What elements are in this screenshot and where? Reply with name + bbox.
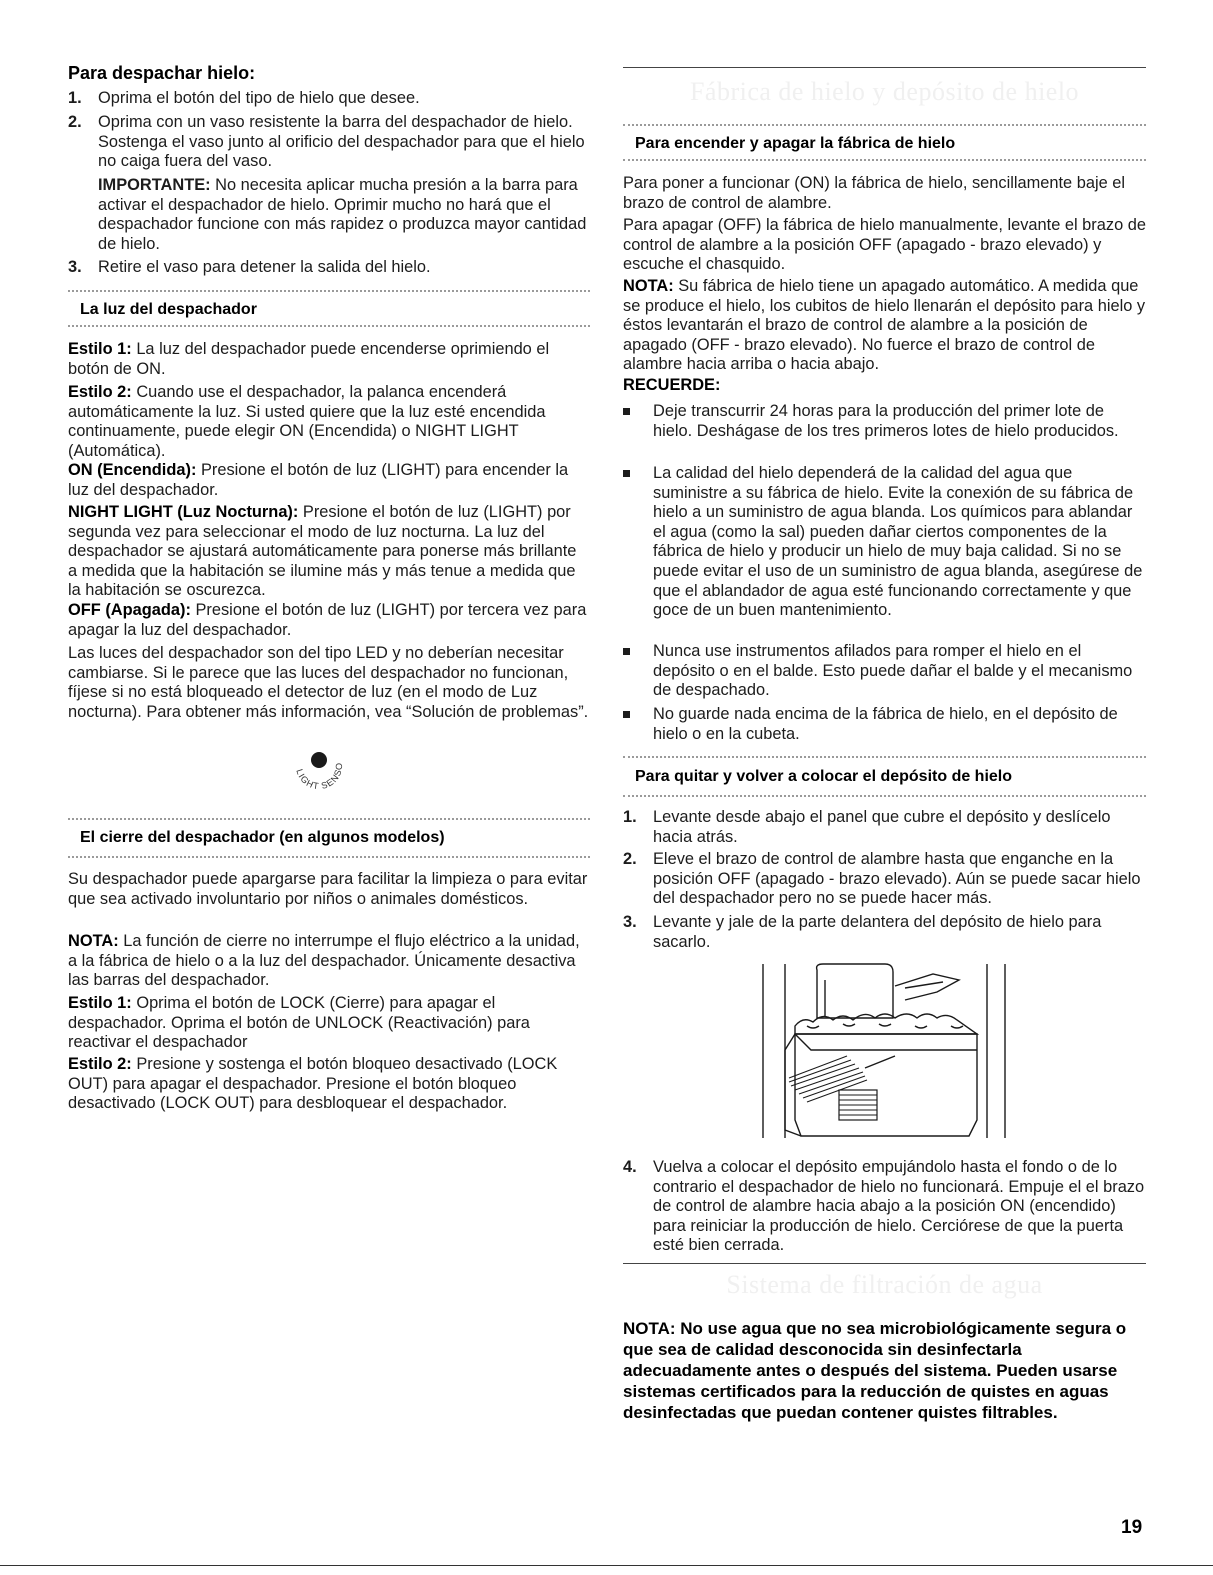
page-number: 19 <box>1121 1517 1143 1538</box>
list-item <box>68 258 590 278</box>
label: ON (Encendida): <box>68 461 197 479</box>
bullet-icon <box>623 648 630 655</box>
bullet-text: Deje transcurrir 24 horas para la producción del primer lote de hielo. Deshágase de los tres primeros lotes de hielo producidos. <box>653 402 1119 440</box>
text: La luz del despachador puede encenderse oprimiendo el botón de ON. <box>68 340 550 378</box>
paragraph <box>68 601 590 640</box>
paragraph <box>68 932 590 991</box>
paragraph: Para apagar (OFF) la fábrica de hielo manualmente, levante el brazo de control de alambre a la posición OFF (apagado - brazo elevado) y escuche el chasquido. <box>623 216 1146 274</box>
text: Presione y sostenga el botón bloqueo desactivado (LOCK OUT) para apagar el despachador. Presione el botón bloqueo desactivado (LOCK OUT) para desbloquear el despachador. <box>68 1055 558 1113</box>
bullet-text: Nunca use instrumentos afilados para romper el hielo en el depósito o en el balde. Esto puede dañar el balde y el mecanismo de despachado. <box>653 642 1133 700</box>
dispense-ice-heading: Para despachar hielo: <box>68 63 256 83</box>
list-item <box>623 642 1146 701</box>
filter-section-title: Sistema de filtración de agua <box>726 1270 1043 1299</box>
onoff-heading: Para encender y apagar la fábrica de hielo <box>635 135 956 152</box>
section-divider <box>623 795 1146 797</box>
important-label: IMPORTANTE: <box>98 176 211 194</box>
text: Su fábrica de hielo tiene un apagado automático. A medida que se produce el hielo, los cubitos de hielo llenarán el depósito para hielo y éstos levantarán el brazo de control de alambre a la posición de apagado (OFF - brazo elevado). No fuerce el brazo de control de alambre hacia arriba o hacia abajo. <box>623 277 1146 374</box>
label: NOTA: <box>623 277 674 295</box>
text: Presione el botón de luz (LIGHT) para encender la luz del despachador. <box>68 461 569 499</box>
paragraph <box>68 994 590 1053</box>
label: OFF (Apagada): <box>68 601 191 619</box>
paragraph <box>623 277 1146 375</box>
bin-heading: Para quitar y volver a colocar el depósito de hielo <box>635 768 1013 785</box>
list-item <box>623 1158 1146 1256</box>
step-text: Vuelva a colocar el depósito empujándolo hasta el fondo o de lo contrario el despachador de hielo no funcionará. Empuje el el brazo de control de alambre hacia abajo a la posición ON (encendido) para reiniciar la producción de hielo. Cerciórese de que la puerta esté bien cerrada. <box>653 1158 1145 1255</box>
step-number: 2. <box>68 113 82 131</box>
lock-heading: El cierre del despachador (en algunos modelos) <box>80 829 445 846</box>
label: Estilo 2: <box>68 383 132 401</box>
light-sensor-diagram <box>286 744 352 802</box>
text: Presione el botón de luz (LIGHT) por segunda vez para seleccionar el modo de luz nocturna. La luz del despachador se ajustará automáticamente para ponerse más brillante a medida que la habitación se ilumine más y más tenue a medida que la habitación se oscurezca. <box>68 503 577 600</box>
step-text: Retire el vaso para detener la salida del hielo. <box>98 258 431 276</box>
section-divider <box>68 290 590 292</box>
label: NIGHT LIGHT (Luz Nocturna): <box>68 503 299 521</box>
bullet-text: La calidad del hielo dependerá de la calidad del agua que suministre a su fábrica de hielo. Evite la conexión de su fábrica de hielo a un suministro de agua blanda. Los químicos para ablandar el agua (como la sal) pueden dañar ciertos componentes de la fábrica de hielo y producir un hielo de muy baja calidad. Si no se puede evitar el uso de un suministro de agua blanda, asegúrese de que el ablandador de agua esté funcionando correctamente y que goce de un buen mantenimiento. <box>653 464 1143 620</box>
paragraph <box>68 503 590 601</box>
list-item <box>623 705 1146 744</box>
label: Estilo 1: <box>68 994 132 1012</box>
label: Estilo 2: <box>68 1055 132 1073</box>
step-text: Levante y jale de la parte delantera del depósito de hielo para sacarlo. <box>653 913 1102 951</box>
bullet-text: No guarde nada encima de la fábrica de hielo, en el depósito de hielo o en la cubeta. <box>653 705 1118 743</box>
bullet-icon <box>623 711 630 718</box>
paragraph <box>68 461 590 500</box>
important-text: No necesita aplicar mucha presión a la barra para activar el despachador de hielo. Oprimir mucho no hará que el despachador funcione con más rapidez o produzca mayor cantidad de hielo. <box>98 176 587 253</box>
step-number: 1. <box>623 808 637 826</box>
icemaker-section-title: Fábrica de hielo y depósito de hielo <box>689 77 1080 106</box>
step-number: 1. <box>68 89 82 107</box>
step-text: Levante desde abajo el panel que cubre el depósito y deslícelo hacia atrás. <box>653 808 1111 846</box>
paragraph <box>68 340 590 379</box>
step-number: 3. <box>623 913 637 931</box>
paragraph: Las luces del despachador son del tipo LED y no deberían necesitar cambiarse. Si le parece que las luces del despachador no funcionan, fíjese si no está bloqueado el detector de luz (en el modo de Luz nocturna). Para obtener más información, vea “Solución de problemas”. <box>68 644 589 721</box>
list-item <box>623 464 1146 621</box>
ice-bin-illustration <box>755 960 1017 1142</box>
filter-note: NOTA: No use agua que no sea microbiológicamente segura o que sea de calidad desconocida sin desinfectarla adecuadamente antes o después del sistema. Pueden usarse sistemas certificados para la reducción de quistes en aguas desinfectadas que puedan contener quistes filtrables. <box>623 1319 1127 1422</box>
bullet-icon <box>623 470 630 477</box>
light-sensor-icon <box>286 744 352 802</box>
ice-bin-diagram <box>755 960 1017 1142</box>
list-item <box>68 89 590 109</box>
text: La función de cierre no interrumpe el flujo eléctrico a la unidad, a la fábrica de hielo o a la luz del despachador. Únicamente desactiva las barras del despachador. <box>68 932 580 990</box>
section-rule <box>623 1263 1146 1264</box>
paragraph: Su despachador puede apargarse para facilitar la limpieza o para evitar que sea activado involuntario por niños o animales domésticos. <box>68 870 588 908</box>
paragraph <box>68 383 590 461</box>
paragraph <box>68 1055 590 1114</box>
step-text: Eleve el brazo de control de alambre hasta que enganche en la posición OFF (apagado - brazo elevado). Aún se puede sacar hielo del despachador pero no se puede hacer más. <box>653 850 1141 908</box>
list-item <box>68 113 590 172</box>
light-heading: La luz del despachador <box>80 301 257 318</box>
remember-label: RECUERDE: <box>623 376 721 394</box>
text: Oprima el botón de LOCK (Cierre) para apagar el despachador. Oprima el botón de UNLOCK (Reactivación) para reactivar el despachador <box>68 994 530 1052</box>
step-text: Oprima el botón del tipo de hielo que desee. <box>98 89 420 107</box>
step-number: 3. <box>68 258 82 276</box>
label: Estilo 1: <box>68 340 132 358</box>
list-item <box>623 913 1146 952</box>
step-number: 4. <box>623 1158 637 1176</box>
step-number: 2. <box>623 850 637 868</box>
section-divider <box>68 818 590 820</box>
section-divider <box>68 856 590 858</box>
section-divider <box>623 756 1146 758</box>
sensor-label: LIGHT SENSO <box>294 762 345 792</box>
svg-text:LIGHT SENSOR <box>286 744 344 791</box>
section-divider <box>68 325 590 327</box>
section-divider <box>623 159 1146 161</box>
bullet-icon <box>623 408 630 415</box>
paragraph: Para poner a funcionar (ON) la fábrica de hielo, sencillamente baje el brazo de control de alambre. <box>623 174 1126 212</box>
list-item <box>623 808 1146 847</box>
text: Cuando use el despachador, la palanca encenderá automáticamente la luz. Si usted quiere que la luz esté encendida continuamente, puede elegir ON (Encendida) o NIGHT LIGHT (Automática). <box>68 383 546 460</box>
section-rule <box>623 67 1146 68</box>
step-text: Oprima con un vaso resistente la barra del despachador de hielo. Sostenga el vaso junto al orificio del despachador para que el hielo no caiga fuera del vaso. <box>98 113 585 171</box>
page-bottom-rule <box>0 1565 1213 1566</box>
list-item <box>623 850 1146 909</box>
text: Presione el botón de luz (LIGHT) por tercera vez para apagar la luz del despachador. <box>68 601 587 639</box>
label: NOTA: <box>68 932 119 950</box>
section-divider <box>623 124 1146 126</box>
important-note <box>68 176 590 254</box>
list-item <box>623 402 1146 441</box>
